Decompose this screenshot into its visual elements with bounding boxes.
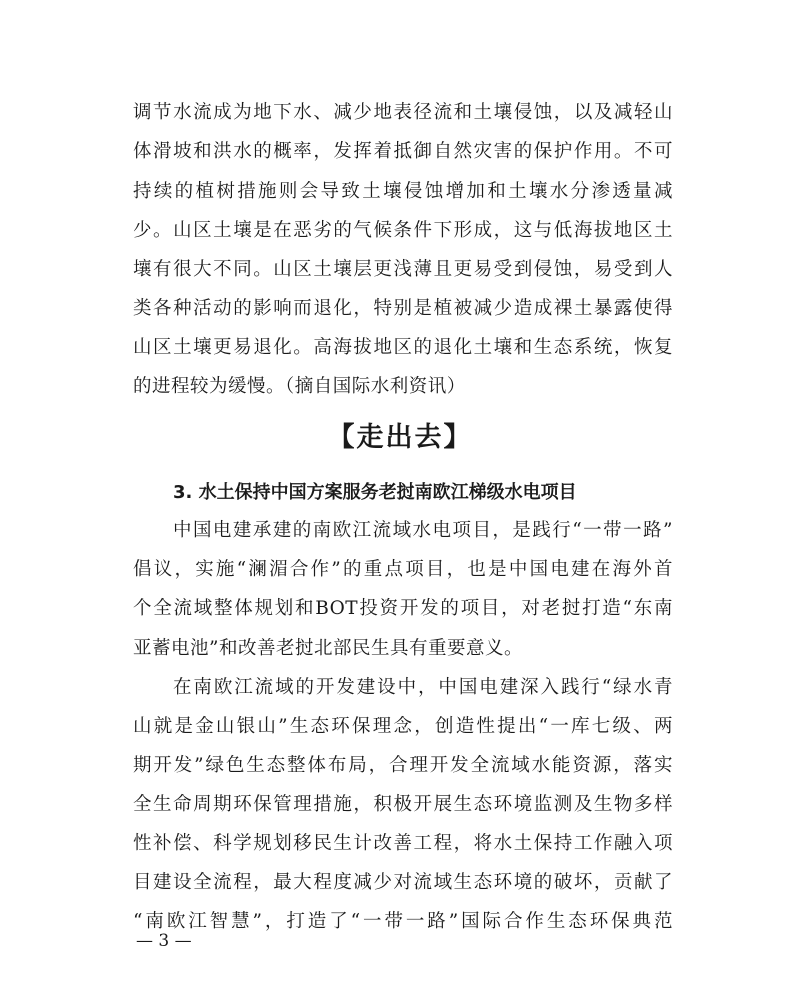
intro-line: 体滑坡和洪水的概率，发挥着抵御自然灾害的保护作用。不可 (133, 141, 673, 162)
page-number: — 3 — (136, 931, 192, 951)
paragraph-line: 个全流域整体规划和BOT投资开发的项目，对老挝打造“东南 (133, 598, 673, 619)
intro-line: 的进程较为缓慢。（摘自国际水利资讯） (133, 376, 466, 397)
paragraph-line: “南欧江智慧”，打造了“一带一路”国际合作生态环保典范 (133, 911, 673, 932)
paragraph-line: 山就是金山银山”生态环保理念，创造性提出“一库七级、两 (133, 716, 673, 737)
paragraph-line: 中国电建承建的南欧江流域水电项目，是践行“一带一路” (173, 520, 673, 541)
intro-line: 调节水流成为地下水、减少地表径流和土壤侵蚀，以及减轻山 (133, 102, 673, 123)
intro-line: 少。山区土壤是在恶劣的气候条件下形成，这与低海拔地区土 (133, 220, 673, 241)
paragraph-line: 倡议，实施“澜湄合作”的重点项目，也是中国电建在海外首 (133, 559, 673, 580)
paragraph-line: 性补偿、科学规划移民生计改善工程，将水土保持工作融入项 (133, 833, 673, 854)
intro-line: 持续的植树措施则会导致土壤侵蚀增加和土壤水分渗透量减 (133, 181, 673, 202)
paragraph-line: 全生命周期环保管理措施，积极开展生态环境监测及生物多样 (133, 794, 673, 815)
intro-line: 山区土壤更易退化。高海拔地区的退化土壤和生态系统，恢复 (133, 337, 673, 358)
paragraph-line: 在南欧江流域的开发建设中，中国电建深入践行“绿水青 (173, 677, 673, 698)
intro-line: 壤有很大不同。山区土壤层更浅薄且更易受到侵蚀，易受到人 (133, 259, 673, 280)
paragraph-line: 亚蓄电池”和改善老挝北部民生具有重要意义。 (133, 638, 523, 659)
paragraph-line: 期开发”绿色生态整体布局，合理开发全流域水能资源，落实 (133, 755, 673, 776)
article-title: 3. 水土保持中国方案服务老挝南欧江梯级水电项目 (173, 482, 577, 503)
paragraph-line: 目建设全流程，最大程度减少对流域生态环境的破坏，贡献了 (133, 872, 673, 893)
intro-line: 类各种活动的影响而退化，特别是植被减少造成裸土暴露使得 (133, 298, 673, 319)
section-heading: 【走出去】 (327, 422, 473, 453)
